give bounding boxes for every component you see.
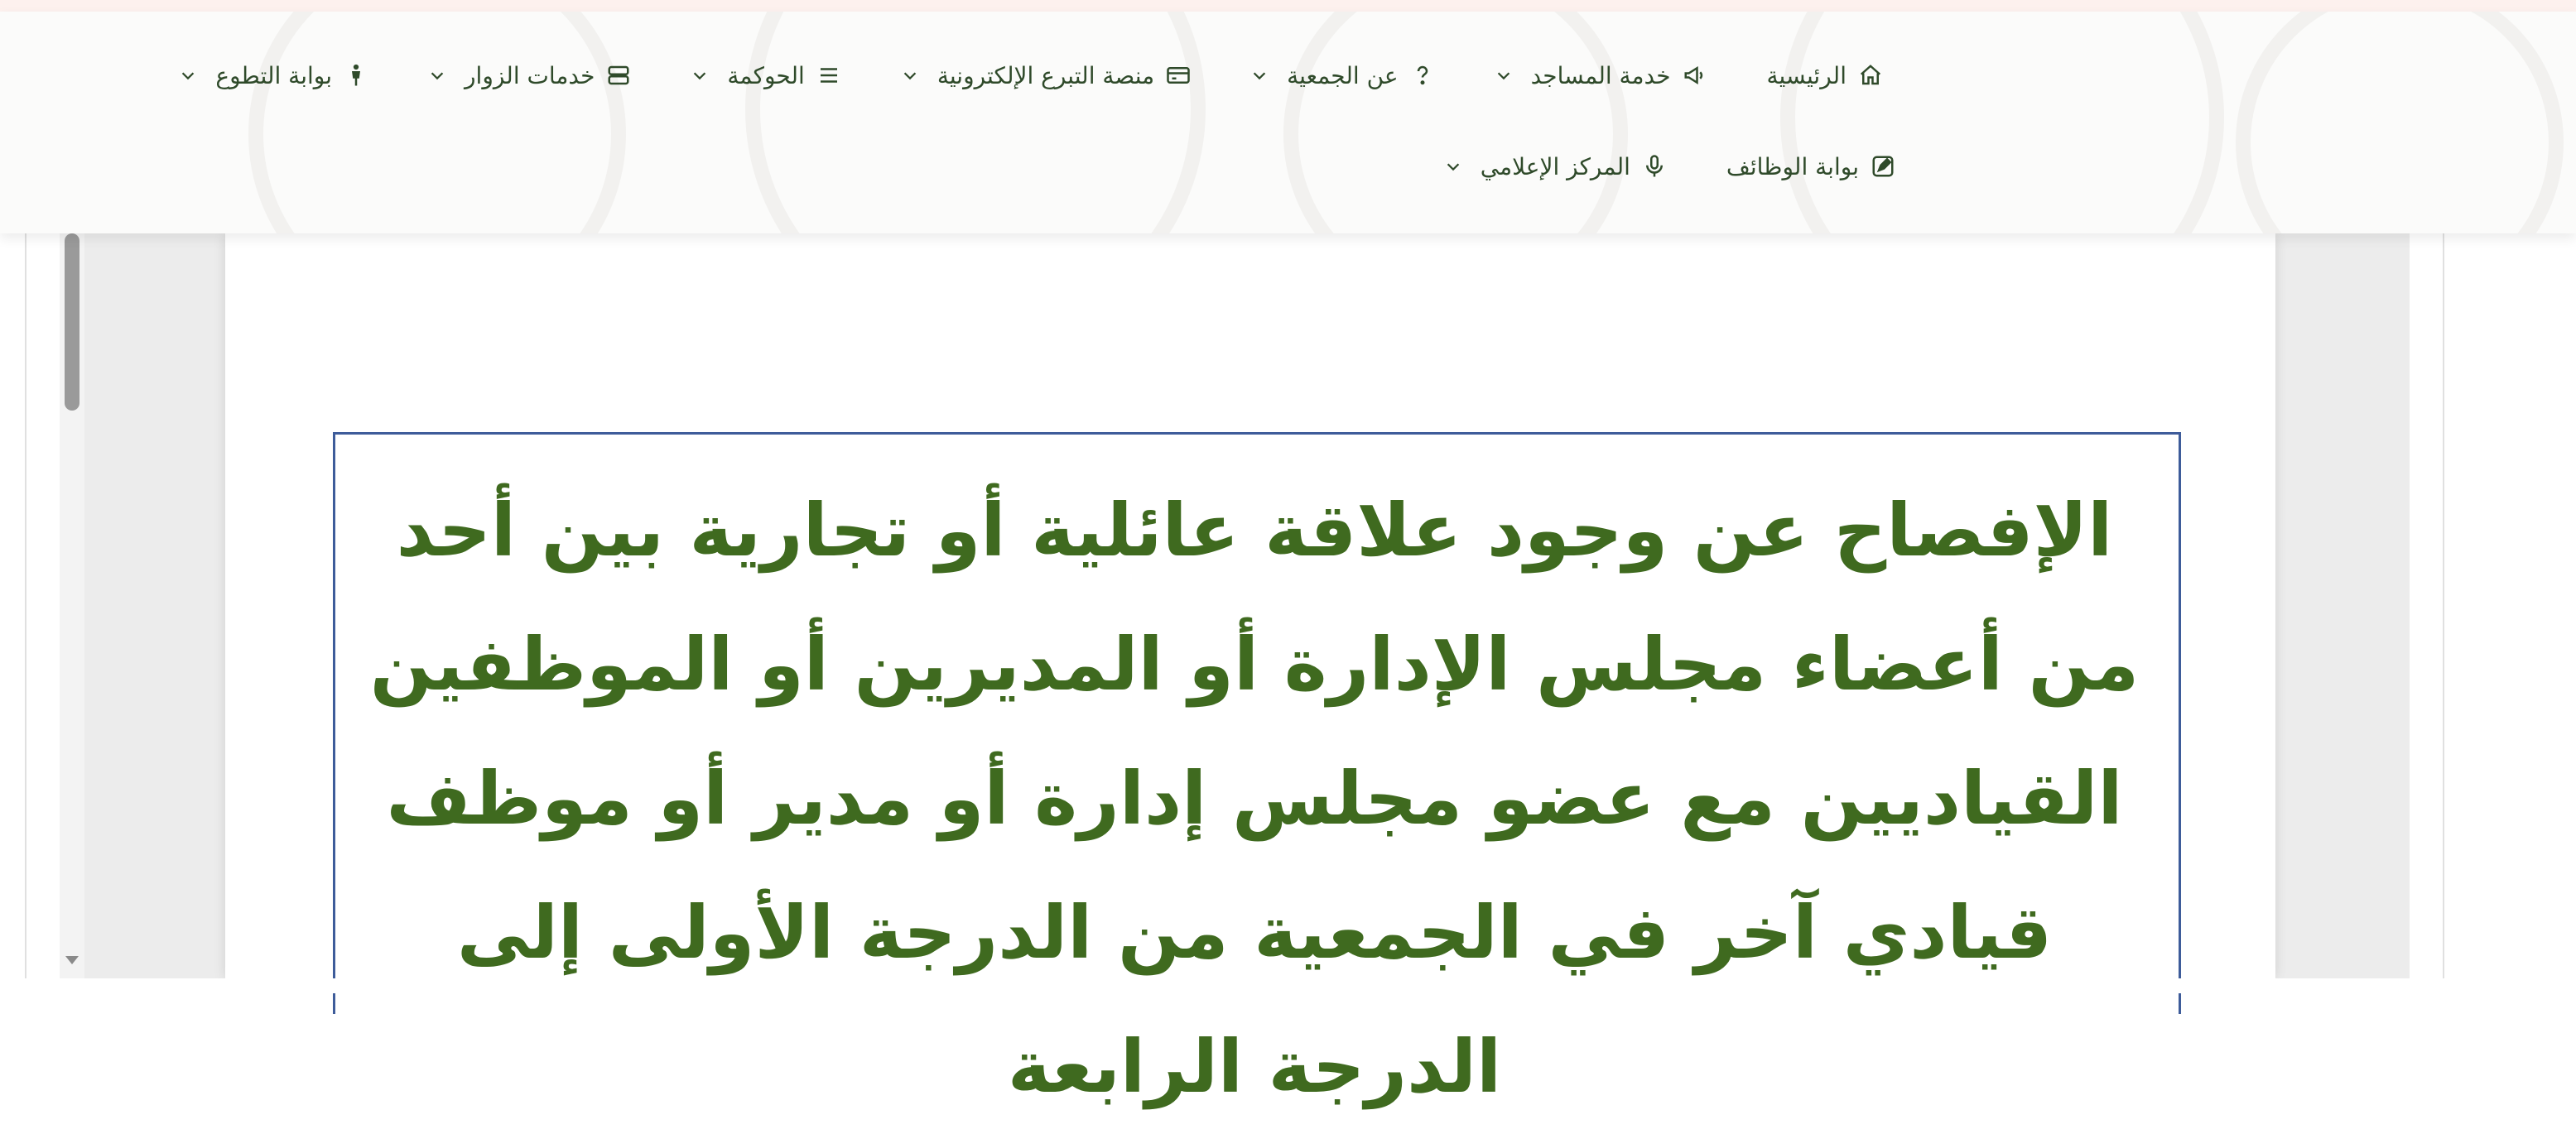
nav-item-label: الحوكمة [727,61,805,89]
nav-item-about[interactable] [1250,61,1436,89]
nav-item-media-center[interactable] [1444,152,1668,180]
nav-item-label: خدمات الزوار [465,61,595,89]
chevron-down-icon [1444,157,1462,175]
chevron-down-icon [1495,66,1513,84]
main-nav-row-1 [121,61,1885,89]
megaphone-icon [1681,61,1709,89]
nav-item-label: الرئيسية [1766,61,1847,89]
nav-item-jobs-portal[interactable] [1726,152,1897,180]
nav-item-label: بوابة التطوع [215,61,333,89]
list-icon [815,61,843,89]
nav-item-donation-platform[interactable] [901,61,1192,89]
nav-item-visitor-services[interactable] [428,61,633,89]
header-ornament [1283,12,1628,233]
nav-item-volunteer-portal[interactable] [179,61,370,89]
question-icon [1408,61,1437,89]
credit-card-icon [1164,61,1192,89]
site-header [0,12,2576,233]
scroll-down-arrow-icon[interactable] [65,954,79,967]
nav-item-label: عن الجمعية [1287,61,1399,89]
document-heading: الإفصاح عن وجود علاقة عائلية أو تجارية بين أحد من أعضاء مجلس الإدارة أو المديرين أو الموظفين القياديين مع عضو مجلس إدارة أو مدير أو موظف قيادي آخر في الجمعية من الدرجة الأولى إلى الدرجة الرابعة [369,488,2140,1109]
microphone-icon [1640,152,1668,180]
chevron-down-icon [179,66,197,84]
chevron-down-icon [1250,66,1269,84]
server-icon [604,61,633,89]
scrollbar-thumb[interactable] [65,233,79,411]
top-accent-bar [0,0,2576,12]
header-ornament [1780,12,2224,233]
edit-icon [1869,152,1897,180]
nav-item-label: خدمة المساجد [1530,61,1671,89]
header-ornament [2236,12,2564,233]
nav-item-label: بوابة الوظائف [1726,152,1859,180]
chevron-down-icon [691,66,709,84]
header-ornament [745,12,1206,233]
chevron-down-icon [428,66,446,84]
main-nav-row-2 [1386,152,1897,180]
home-icon [1856,61,1885,89]
nav-item-mosque-services[interactable] [1495,61,1709,89]
nav-item-label: منصة التبرع الإلكترونية [937,61,1155,89]
header-ornament [248,12,626,233]
person-icon [342,61,370,89]
viewport-bottom-edge [0,978,2576,993]
nav-item-governance[interactable] [691,61,842,89]
nav-item-label: المركز الإعلامي [1480,152,1630,180]
chevron-down-icon [901,66,919,84]
nav-item-home[interactable] [1767,61,1885,89]
